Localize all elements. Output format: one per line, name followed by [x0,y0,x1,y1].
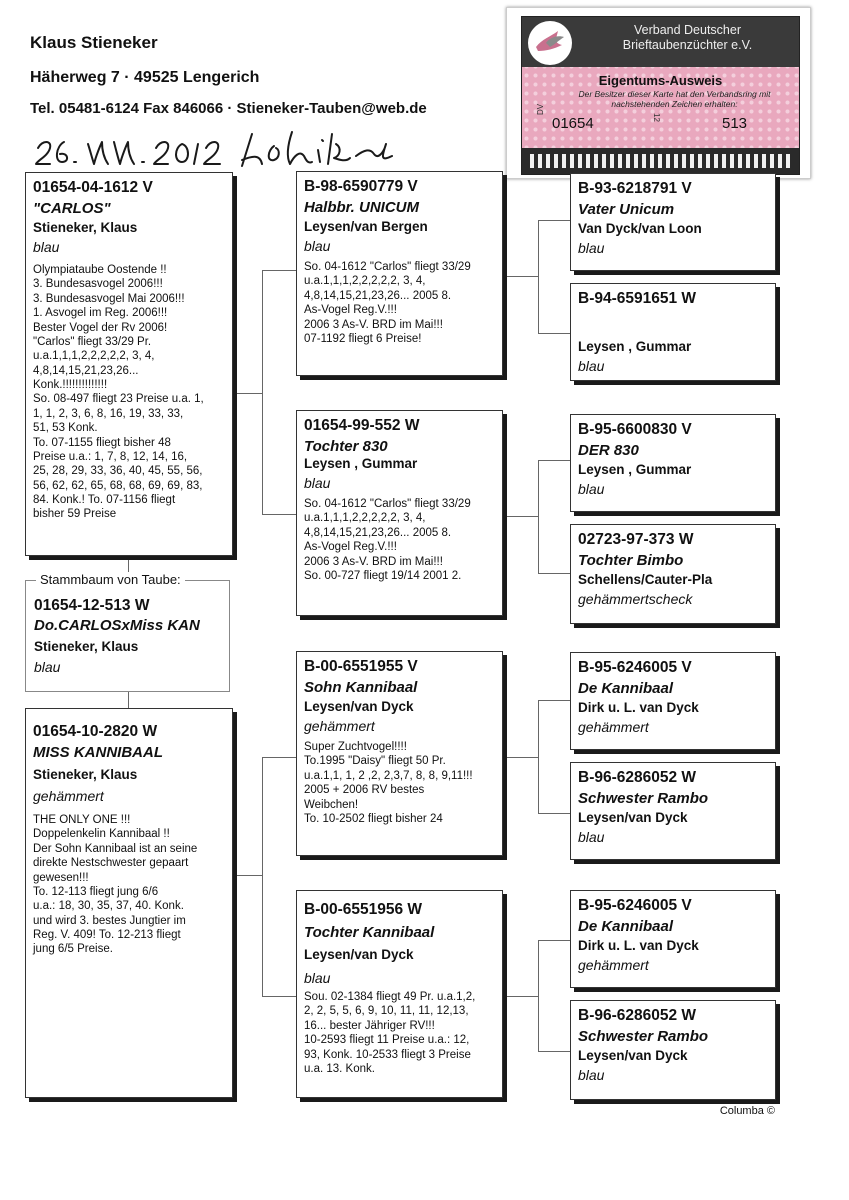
org-line-1: Verband Deutscher [633,23,741,37]
card-verband-number: 01654 [552,115,594,132]
pigeon-name: Schwester Rambo [578,1028,709,1045]
connector [538,220,539,334]
ring-number: 01654-99-552 W [304,417,420,434]
pedigree-card-mother [25,708,233,1098]
plumage-color: blau [578,240,605,256]
connector [233,393,263,394]
connector [262,996,296,997]
connector [262,270,263,515]
breeder-contact: Tel. 05481-6124 Fax 846066 · Stieneker-Tauben@web.de [30,100,427,117]
breeder: Dirk u. L. van Dyck [578,938,699,953]
breeder: Leysen/van Dyck [578,1048,688,1063]
breeder: Dirk u. L. van Dyck [578,700,699,715]
pigeon-name [578,311,768,329]
connector [538,460,539,574]
ring-number: B-95-6246005 V [578,897,692,914]
plumage-color: gehämmertscheck [578,591,693,607]
ring-number: B-95-6600830 V [578,421,692,438]
breeder-name: Klaus Stieneker [30,33,158,52]
plumage-color: gehämmert [578,719,649,735]
ring-number: 02723-97-373 W [578,531,694,548]
pedigree-card-fmm [570,524,776,624]
ownership-card [506,7,811,179]
card-ring-number: 513 [722,115,748,132]
performance-notes: Olympiataube Oostende !! 3. Bundesasvogel 2006!!! 3. Bundesasvogel Mai 2006!!! 1. Asvogel im Reg. 2006!!! Bester Vogel der Rv 2006! "Carlos" fliegt 33/29 Pr. u.a.1,1,1,2,2,2,2,2, 3, 4, 4,8,14,15,21,23,26... Konk.!!!!!!!!!!!!!! So. 08-497 fliegt 23 Preise u.a. 1, 1, 1, 2, 3, 6, 8, 16, 19, 33, 33, 51, 53 Konk. To. 07-1155 fliegt bisher 48 Preise u.a.: 1, 7, 8, 12, 14, 16, 25, 28, 29, 33, 36, 40, 45, 55, 56, 56, 62, 62, 65, 68, 68, 69, 69, 83, 84. Konk.! To. 07-1156 fliegt bisher 59 Preise [33,264,204,521]
card-pattern [530,154,791,168]
pedigree-card-fmf [570,414,776,512]
pigeon-name: Tochter Bimbo [578,552,684,569]
pedigree-card-mff [570,652,776,750]
plumage-color: blau [33,239,60,255]
pedigree-card-mm [296,890,503,1098]
ownership-card-header [522,17,799,67]
pigeon-name: Schwester Rambo [578,790,709,807]
breeder: Stieneker, Klaus [34,639,139,654]
connector [538,700,539,814]
connector [538,460,570,461]
connector [262,757,263,997]
copyright-footer: Columba © [719,1105,775,1117]
pedigree-card-ffm [570,283,776,381]
breeder: Leysen , Gummar [578,462,692,477]
breeder: Leysen/van Dyck [304,947,414,962]
pigeon-name: Tochter 830 [304,438,388,455]
handwritten-date-signature [30,126,400,176]
connector [503,276,539,277]
breeder: Leysen/van Bergen [304,219,428,234]
pedigree-card-mf [296,651,503,856]
card-dv-label: DV [536,103,545,115]
pedigree-card-ff [296,171,503,376]
pedigree-card-father [25,172,233,556]
plumage-color: gehämmert [33,788,104,804]
plumage-color: blau [304,475,331,491]
breeder: Leysen/van Dyck [578,810,688,825]
connector [538,813,570,814]
pigeon-name: "CARLOS" [33,200,111,217]
performance-notes: So. 04-1612 "Carlos" fliegt 33/29 u.a.1,1,1,2,2,2,2,2, 3, 4, 4,8,14,15,21,23,26... 2005 8. As-Vogel Reg.V.!!! 2006 3 As-V. BRD im Mai!!! So. 00-727 fliegt 19/14 2001 2. [304,498,471,582]
connector [538,700,570,701]
performance-notes: THE ONLY ONE !!! Doppelenkelin Kannibaal !! Der Sohn Kannibaal ist an seine direkte Nestschwester gepaart gewesen!!! To. 12-113 fliegt jung 6/6 u.a.: 18, 30, 35, 37, 40. Konk. und wird 3. bestes Jungtier im Reg. V. 409! To. 12-213 fliegt jung 6/5 Preise. [33,814,198,956]
plumage-color: gehämmert [578,957,649,973]
ring-number: B-93-6218791 V [578,180,692,197]
pigeon-name: De Kannibaal [578,680,674,697]
card-year: 12 [651,113,661,122]
pigeon-name: Sohn Kannibaal [304,679,418,696]
ring-number: 01654-04-1612 V [33,179,153,196]
plumage-color: blau [578,829,605,845]
ring-number: B-95-6246005 V [578,659,692,676]
ownership-card-face [521,16,800,175]
plumage-color: blau [578,358,605,374]
connector [538,573,570,574]
connector [233,875,263,876]
ring-number: B-00-6551956 W [304,901,423,918]
connector [538,940,539,1052]
ring-number: B-98-6590779 V [304,178,418,195]
card-subtitle: Der Besitzer dieser Karte hat den Verbandsring mit nachstehenden Zeichen erhalten: [578,89,771,109]
breeder: Van Dyck/van Loon [578,221,702,236]
card-footer-band [522,148,799,174]
subject-pigeon-box [25,580,230,692]
connector [503,516,539,517]
connector [503,757,539,758]
connector [262,757,296,758]
plumage-color: blau [578,481,605,497]
breeder: Leysen/van Dyck [304,699,414,714]
ring-number: B-96-6286052 W [578,769,697,786]
pedigree-card-fff [570,173,776,271]
breeder: Leysen , Gummar [578,339,692,354]
pigeon-name: Tochter Kannibaal [304,924,435,941]
breeder: Schellens/Cauter-Pla [578,572,713,587]
connector [538,220,570,221]
performance-notes: Super Zuchtvogel!!!! To.1995 "Daisy" fliegt 50 Pr. u.a.1,1, 1, 2 ,2, 2,3,7, 8, 8, 9,11!!! 2005 + 2006 RV bestes Weibchen! To. 10-2502 fliegt bisher 24 [304,741,473,825]
breeder: Stieneker, Klaus [33,220,138,235]
pigeon-name: Halbbr. UNICUM [304,199,420,216]
performance-notes: Sou. 02-1384 fliegt 49 Pr. u.a.1,2, 2, 2, 5, 5, 6, 9, 10, 11, 11, 12,13, 16... bester Jähriger RV!!! 10-2593 fliegt 11 Preise u.a.: 12, 93, Konk. 10-2533 fliegt 3 Preise u.a. 13. Konk. [304,991,476,1075]
pedigree-card-mfm [570,762,776,860]
breeder: Leysen , Gummar [304,456,418,471]
ring-number: B-96-6286052 W [578,1007,697,1024]
pigeon-name: Do.CARLOSxMiss KAN [34,617,200,634]
plumage-color: gehämmert [304,718,375,734]
ring-number: B-00-6551955 V [304,658,418,675]
plumage-color: blau [304,970,331,986]
performance-notes: So. 04-1612 "Carlos" fliegt 33/29 u.a.1,1,1,2,2,2,2,2, 3, 4, 4,8,14,15,21,23,26... 2005 8. As-Vogel Reg.V.!!! 2006 3 As-V. BRD im Mai!!! 07-1192 fliegt 6 Preise! [304,261,471,345]
dove-logo-icon [528,21,572,65]
pigeon-name: Vater Unicum [578,201,675,218]
pedigree-card-fm [296,410,503,616]
pigeon-name: MISS KANNIBAAL [33,744,163,761]
breeder-address: Häherweg 7 · 49525 Lengerich [30,69,260,86]
pedigree-label: Stammbaum von Taube: [36,572,185,587]
connector [128,556,129,573]
pedigree-card-mmm [570,1000,776,1100]
plumage-color: blau [578,1067,605,1083]
plumage-color: blau [304,238,331,254]
connector [538,333,570,334]
ring-number: 01654-12-513 W [34,597,150,614]
breeder: Stieneker, Klaus [33,767,138,782]
connector [262,514,296,515]
card-title: Eigentums-Ausweis [598,73,723,88]
plumage-color: blau [34,659,61,675]
pigeon-name: De Kannibaal [578,918,674,935]
connector [262,270,296,271]
ring-number: B-94-6591651 W [578,290,697,307]
pigeon-name: DER 830 [578,442,639,459]
connector [503,996,539,997]
connector [128,692,129,708]
pedigree-card-mmf [570,890,776,988]
ring-number: 01654-10-2820 W [33,723,158,740]
connector [538,940,570,941]
org-line-2: Brieftaubenzüchter e.V. [622,38,753,52]
connector [538,1051,570,1052]
